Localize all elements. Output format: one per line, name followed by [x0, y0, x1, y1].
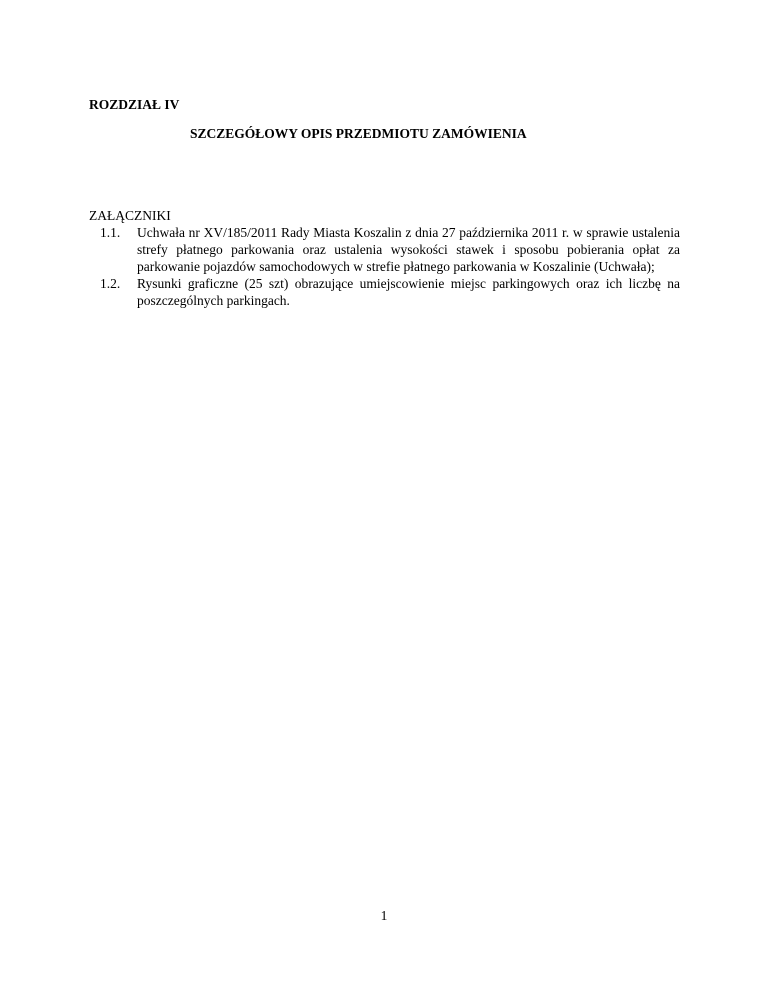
section-title: SZCZEGÓŁOWY OPIS PRZEDMIOTU ZAMÓWIENIA: [190, 126, 527, 141]
list-item-number: 1.2.: [100, 276, 121, 291]
attachments-list: [100, 224, 680, 309]
list-item-number: 1.1.: [100, 225, 121, 240]
list-item: [100, 224, 680, 275]
chapter-heading: ROZDZIAŁ IV: [89, 97, 180, 112]
list-item: [100, 275, 680, 309]
attachments-heading: ZAŁĄCZNIKI: [89, 208, 171, 223]
list-item-text: Uchwała nr XV/185/2011 Rady Miasta Koszalin z dnia 27 października 2011 r. w sprawie ustalenia strefy płatnego parkowania oraz ustalenia wysokości stawek i sposobu pobierania opłat za parkowanie pojazdów samochodowych w strefie płatnego parkowania w Koszalinie (Uchwała);: [137, 225, 680, 274]
page-number: 1: [380, 908, 388, 923]
list-item-text: Rysunki graficzne (25 szt) obrazujące umiejscowienie miejsc parkingowych oraz ich liczbę na poszczególnych parkingach.: [137, 276, 680, 308]
